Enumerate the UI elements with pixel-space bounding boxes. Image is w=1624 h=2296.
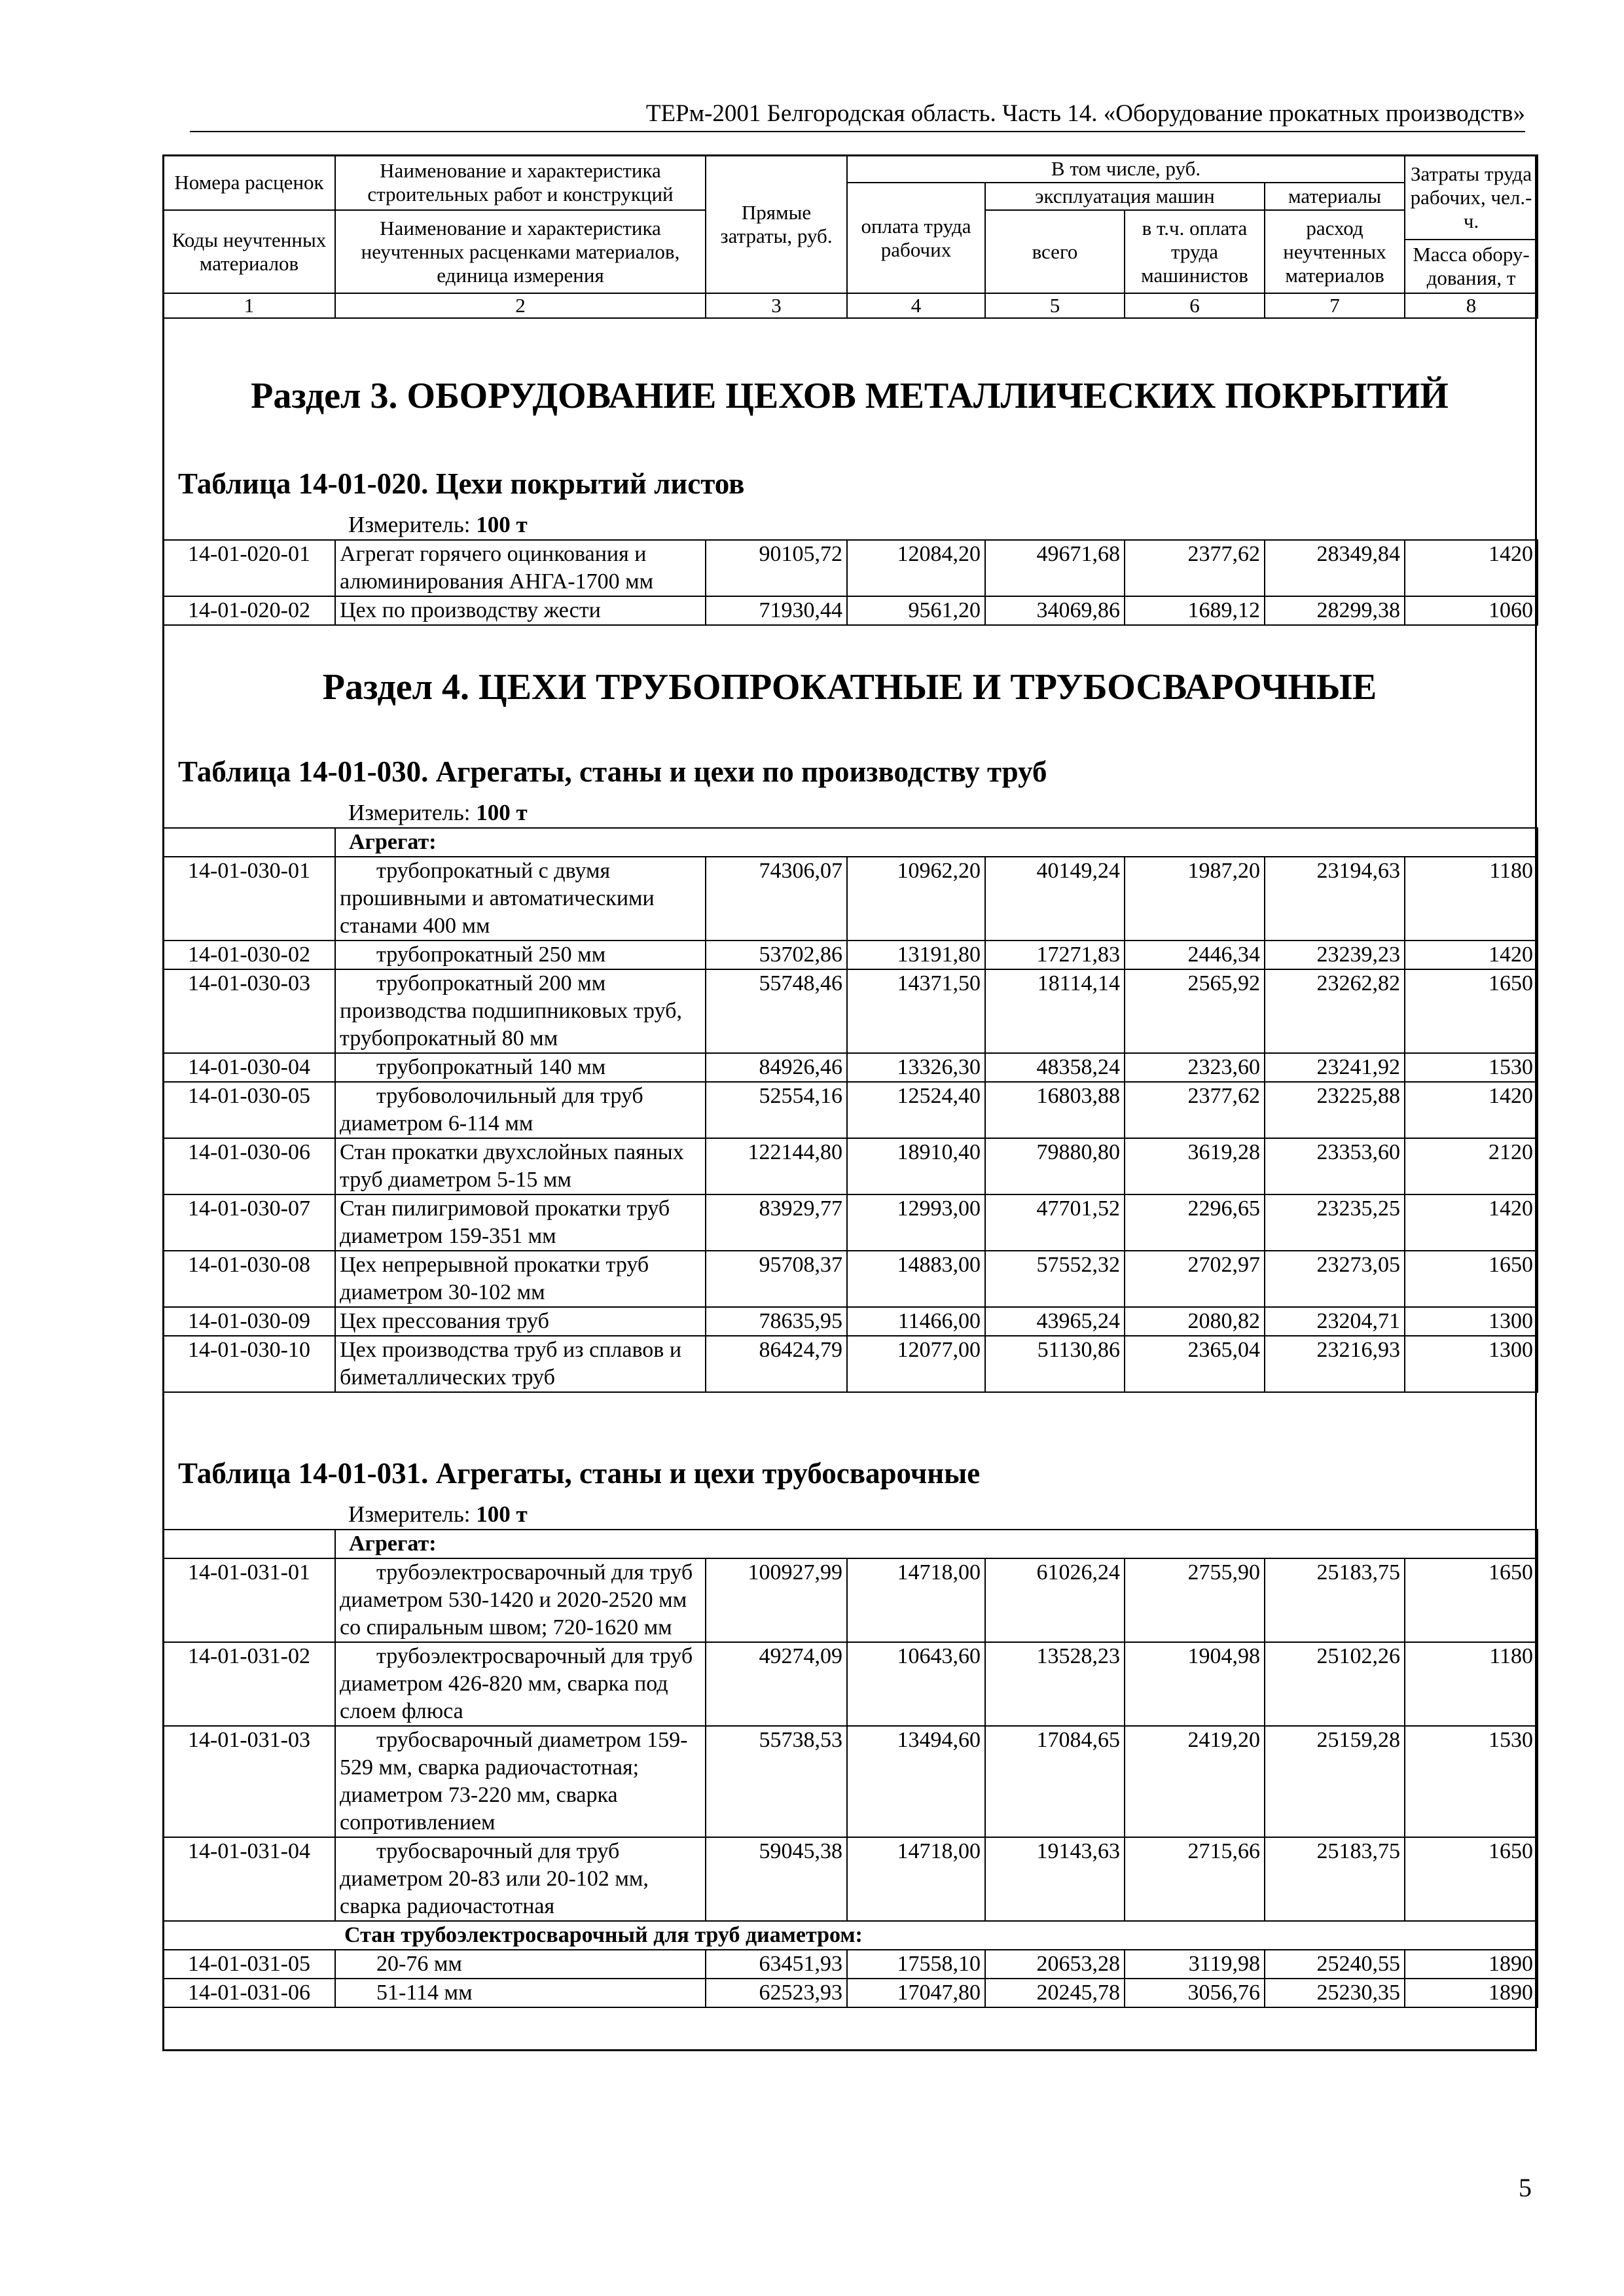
machine-cost: 20653,28: [985, 1950, 1125, 1979]
machine-cost: 34069,86: [985, 596, 1125, 625]
table-14-01-031: [162, 1529, 1538, 2008]
work-description: Цех производства труб из сплавов и биметаллических труб: [335, 1336, 706, 1392]
group-row: [163, 1530, 1538, 1558]
labor-cost: 17047,80: [847, 1979, 985, 2007]
material-cost: 25230,35: [1265, 1979, 1405, 2007]
labor-hours: 1650: [1405, 1558, 1538, 1642]
work-description: Цех непрерывной прокатки труб диаметром 30-102 мм: [335, 1251, 706, 1307]
machine-cost: 17271,83: [985, 941, 1125, 969]
header-incl: В том числе, руб.: [847, 155, 1405, 183]
group-label: Стан трубоэлектросварочный для труб диаметром:: [163, 1921, 1538, 1950]
material-cost: 23225,88: [1265, 1082, 1405, 1138]
operator-cost: 2080,82: [1125, 1307, 1265, 1336]
labor-hours: 1530: [1405, 1726, 1538, 1837]
material-cost: 23353,60: [1265, 1138, 1405, 1194]
operator-cost: 2377,62: [1125, 1082, 1265, 1138]
column-numbers-row: [163, 293, 1538, 318]
header-col1-top: Номера расценок: [163, 155, 335, 210]
operator-cost: 1689,12: [1125, 596, 1265, 625]
rate-code: 14-01-030-08: [163, 1251, 335, 1307]
material-cost: 25183,75: [1265, 1837, 1405, 1921]
table-row: [163, 1950, 1538, 1979]
rate-code: 14-01-030-09: [163, 1307, 335, 1336]
column-number: 6: [1125, 293, 1265, 318]
machine-cost: 57552,32: [985, 1251, 1125, 1307]
unit-line: Измеритель: 100 т: [348, 1501, 528, 1527]
machine-cost: 43965,24: [985, 1307, 1125, 1336]
direct-cost: 63451,93: [706, 1950, 847, 1979]
table-14-01-030-title: Таблица 14-01-030. Агрегаты, станы и цехи по производству труб: [178, 755, 1047, 788]
rate-code: 14-01-031-01: [163, 1558, 335, 1642]
section-4-title: Раздел 4. ЦЕХИ ТРУБОПРОКАТНЫЕ И ТРУБОСВАРОЧНЫЕ: [322, 667, 1377, 708]
material-cost: 25159,28: [1265, 1726, 1405, 1837]
machine-cost: 61026,24: [985, 1558, 1125, 1642]
direct-cost: 52554,16: [706, 1082, 847, 1138]
rate-code: 14-01-020-02: [163, 596, 335, 625]
labor-cost: 12524,40: [847, 1082, 985, 1138]
table-14-01-030: [162, 827, 1538, 1393]
work-description: Стан пилигримовой прокатки труб диаметром 159-351 мм: [335, 1194, 706, 1251]
work-description: трубосварочный для труб диаметром 20-83 или 20-102 мм, сварка радиочастотная: [335, 1837, 706, 1921]
labor-hours: 1650: [1405, 1251, 1538, 1307]
header-col7-bottom: расход неучтенных материалов: [1265, 210, 1405, 293]
labor-cost: 12077,00: [847, 1336, 985, 1392]
material-cost: 23216,93: [1265, 1336, 1405, 1392]
table-row: [163, 1082, 1538, 1138]
labor-hours: 1650: [1405, 969, 1538, 1053]
machine-cost: 16803,88: [985, 1082, 1125, 1138]
machine-cost: 13528,23: [985, 1642, 1125, 1726]
rate-code: 14-01-031-03: [163, 1726, 335, 1837]
work-description: трубопрокатный 140 мм: [335, 1053, 706, 1082]
column-number: 4: [847, 293, 985, 318]
section-3-title: Раздел 3. ОБОРУДОВАНИЕ ЦЕХОВ МЕТАЛЛИЧЕСКИХ ПОКРЫТИЙ: [251, 376, 1449, 416]
table-row: [163, 969, 1538, 1053]
work-description: трубоэлектросварочный для труб диаметром 530-1420 и 2020-2520 мм со спиральным швом; 720-1620 мм: [335, 1558, 706, 1642]
material-cost: 23194,63: [1265, 857, 1405, 941]
rate-code: 14-01-030-10: [163, 1336, 335, 1392]
direct-cost: 59045,38: [706, 1837, 847, 1921]
group-label: Агрегат:: [335, 1530, 1538, 1558]
table-row: [163, 1307, 1538, 1336]
labor-hours: 1890: [1405, 1950, 1538, 1979]
work-description: трубопрокатный 200 мм производства подшипниковых труб, трубопрокатный 80 мм: [335, 969, 706, 1053]
direct-cost: 74306,07: [706, 857, 847, 941]
column-number: 5: [985, 293, 1125, 318]
material-cost: 23262,82: [1265, 969, 1405, 1053]
operator-cost: 3619,28: [1125, 1138, 1265, 1194]
operator-cost: 2755,90: [1125, 1558, 1265, 1642]
column-number: 2: [335, 293, 706, 318]
direct-cost: 100927,99: [706, 1558, 847, 1642]
operator-cost: 2702,97: [1125, 1251, 1265, 1307]
machine-cost: 51130,86: [985, 1336, 1125, 1392]
labor-hours: 1180: [1405, 857, 1538, 941]
table-row: [163, 1138, 1538, 1194]
labor-cost: 12084,20: [847, 540, 985, 596]
machine-cost: 19143,63: [985, 1837, 1125, 1921]
work-description: трубосварочный диаметром 159-529 мм, сварка радиочастотная; диаметром 73-220 мм, сварка сопротивлением: [335, 1726, 706, 1837]
table-row: [163, 1558, 1538, 1642]
material-cost: 25183,75: [1265, 1558, 1405, 1642]
machine-cost: 49671,68: [985, 540, 1125, 596]
column-number: 8: [1405, 293, 1538, 318]
labor-cost: 14718,00: [847, 1837, 985, 1921]
operator-cost: 2446,34: [1125, 941, 1265, 969]
work-description: 51-114 мм: [335, 1979, 706, 2007]
labor-cost: 13494,60: [847, 1726, 985, 1837]
table-row: [163, 596, 1538, 625]
labor-hours: 1300: [1405, 1307, 1538, 1336]
labor-hours: 1060: [1405, 596, 1538, 625]
rate-code: 14-01-030-04: [163, 1053, 335, 1082]
material-cost: 23273,05: [1265, 1251, 1405, 1307]
column-number: 3: [706, 293, 847, 318]
header-col1-bottom: Коды неучтенных материалов: [163, 210, 335, 293]
work-description: трубопрокатный 250 мм: [335, 941, 706, 969]
direct-cost: 84926,46: [706, 1053, 847, 1082]
work-description: Стан прокатки двухслойных паяных труб диаметром 5-15 мм: [335, 1138, 706, 1194]
group-row: [163, 828, 1538, 857]
header-col2-top: Наименование и характеристика строительных работ и конструкций: [335, 155, 706, 210]
labor-hours: 1420: [1405, 1082, 1538, 1138]
work-description: Агрегат горячего оцинкования и алюминирования АНГА-1700 мм: [335, 540, 706, 596]
machine-cost: 40149,24: [985, 857, 1125, 941]
material-cost: 25240,55: [1265, 1950, 1405, 1979]
labor-cost: 14883,00: [847, 1251, 985, 1307]
labor-hours: 1420: [1405, 1194, 1538, 1251]
direct-cost: 53702,86: [706, 941, 847, 969]
direct-cost: 55748,46: [706, 969, 847, 1053]
direct-cost: 122144,80: [706, 1138, 847, 1194]
machine-cost: 79880,80: [985, 1138, 1125, 1194]
rate-code: 14-01-030-03: [163, 969, 335, 1053]
table-14-01-020: [162, 539, 1538, 626]
labor-cost: 13326,30: [847, 1053, 985, 1082]
labor-cost: 18910,40: [847, 1138, 985, 1194]
rate-code: 14-01-030-06: [163, 1138, 335, 1194]
rate-code: 14-01-030-05: [163, 1082, 335, 1138]
direct-cost: 90105,72: [706, 540, 847, 596]
column-number: 1: [163, 293, 335, 318]
table-row: [163, 1251, 1538, 1307]
header-col5: всего: [985, 210, 1125, 293]
table-14-01-020-title: Таблица 14-01-020. Цехи покрытий листов: [178, 467, 745, 500]
direct-cost: 86424,79: [706, 1336, 847, 1392]
operator-cost: 3056,76: [1125, 1979, 1265, 2007]
header-col8-top: Затраты труда рабочих, чел.-ч.: [1405, 155, 1538, 240]
table-row: [163, 857, 1538, 941]
unit-line: Измеритель: 100 т: [348, 512, 528, 537]
direct-cost: 55738,53: [706, 1726, 847, 1837]
labor-hours: 1300: [1405, 1336, 1538, 1392]
work-description: Цех прессования труб: [335, 1307, 706, 1336]
rate-code: 14-01-020-01: [163, 540, 335, 596]
machine-cost: 20245,78: [985, 1979, 1125, 2007]
rate-code: 14-01-031-05: [163, 1950, 335, 1979]
operator-cost: 1987,20: [1125, 857, 1265, 941]
labor-hours: 1530: [1405, 1053, 1538, 1082]
header-col6: в т.ч. оплата труда машинистов: [1125, 210, 1265, 293]
table-14-01-031-title: Таблица 14-01-031. Агрегаты, станы и цехи трубосварочные: [178, 1457, 981, 1490]
rate-code: 14-01-030-01: [163, 857, 335, 941]
table-row: [163, 540, 1538, 596]
rate-code: 14-01-031-06: [163, 1979, 335, 2007]
group-label: Агрегат:: [335, 828, 1538, 857]
operator-cost: 2419,20: [1125, 1726, 1265, 1837]
labor-cost: 14718,00: [847, 1558, 985, 1642]
rate-code: 14-01-031-02: [163, 1642, 335, 1726]
labor-cost: 17558,10: [847, 1950, 985, 1979]
page-number: 5: [1519, 2173, 1532, 2202]
material-cost: 23241,92: [1265, 1053, 1405, 1082]
direct-cost: 62523,93: [706, 1979, 847, 2007]
header-col4: оплата труда рабочих: [847, 183, 985, 293]
material-cost: 28299,38: [1265, 596, 1405, 625]
labor-cost: 10643,60: [847, 1642, 985, 1726]
column-header-table: [162, 154, 1538, 319]
labor-cost: 12993,00: [847, 1194, 985, 1251]
work-description: Цех по производству жести: [335, 596, 706, 625]
machine-cost: 17084,65: [985, 1726, 1125, 1837]
table-row: [163, 1642, 1538, 1726]
work-description: трубопрокатный с двумя прошивными и автоматическими станами 400 мм: [335, 857, 706, 941]
material-cost: 23204,71: [1265, 1307, 1405, 1336]
rate-code: 14-01-031-04: [163, 1837, 335, 1921]
labor-cost: 9561,20: [847, 596, 985, 625]
machine-cost: 47701,52: [985, 1194, 1125, 1251]
material-cost: 25102,26: [1265, 1642, 1405, 1726]
rate-code: 14-01-030-02: [163, 941, 335, 969]
rate-code: 14-01-030-07: [163, 1194, 335, 1251]
operator-cost: 2323,60: [1125, 1053, 1265, 1082]
material-cost: 23239,23: [1265, 941, 1405, 969]
operator-cost: 1904,98: [1125, 1642, 1265, 1726]
operator-cost: 3119,98: [1125, 1950, 1265, 1979]
table-row: [163, 1194, 1538, 1251]
material-cost: 28349,84: [1265, 540, 1405, 596]
direct-cost: 71930,44: [706, 596, 847, 625]
machine-cost: 48358,24: [985, 1053, 1125, 1082]
labor-cost: 10962,20: [847, 857, 985, 941]
table-row: [163, 1336, 1538, 1392]
header-col7-top: материалы: [1265, 183, 1405, 210]
labor-hours: 1180: [1405, 1642, 1538, 1726]
machine-cost: 18114,14: [985, 969, 1125, 1053]
direct-cost: 49274,09: [706, 1642, 847, 1726]
labor-hours: 1890: [1405, 1979, 1538, 2007]
work-description: трубоволочильный для труб диаметром 6-114 мм: [335, 1082, 706, 1138]
header-col8-bottom: Масса обору-дования, т: [1405, 240, 1538, 293]
operator-cost: 2715,66: [1125, 1837, 1265, 1921]
unit-line: Измеритель: 100 т: [348, 800, 528, 825]
group-row: [163, 1921, 1538, 1950]
column-number: 7: [1265, 293, 1405, 318]
labor-hours: 1420: [1405, 941, 1538, 969]
operator-cost: 2365,04: [1125, 1336, 1265, 1392]
table-row: [163, 1053, 1538, 1082]
labor-cost: 13191,80: [847, 941, 985, 969]
direct-cost: 95708,37: [706, 1251, 847, 1307]
header-col2-bottom: Наименование и характеристика неучтенных расценками материалов, единица измерения: [335, 210, 706, 293]
material-cost: 23235,25: [1265, 1194, 1405, 1251]
work-description: трубоэлектросварочный для труб диаметром 426-820 мм, сварка под слоем флюса: [335, 1642, 706, 1726]
direct-cost: 83929,77: [706, 1194, 847, 1251]
operator-cost: 2296,65: [1125, 1194, 1265, 1251]
operator-cost: 2565,92: [1125, 969, 1265, 1053]
table-row: [163, 941, 1538, 969]
header-rule: [190, 131, 1525, 132]
labor-hours: 1650: [1405, 1837, 1538, 1921]
table-row: [163, 1837, 1538, 1921]
labor-cost: 11466,00: [847, 1307, 985, 1336]
labor-hours: 2120: [1405, 1138, 1538, 1194]
work-description: 20-76 мм: [335, 1950, 706, 1979]
labor-hours: 1420: [1405, 540, 1538, 596]
running-header: ТЕРм-2001 Белгородская область. Часть 14. «Оборудование прокатных производств»: [645, 100, 1525, 127]
direct-cost: 78635,95: [706, 1307, 847, 1336]
header-col3: Прямые затраты, руб.: [706, 155, 847, 293]
header-machines: эксплуатация машин: [985, 183, 1265, 210]
labor-cost: 14371,50: [847, 969, 985, 1053]
table-row: [163, 1726, 1538, 1837]
table-row: [163, 1979, 1538, 2007]
operator-cost: 2377,62: [1125, 540, 1265, 596]
